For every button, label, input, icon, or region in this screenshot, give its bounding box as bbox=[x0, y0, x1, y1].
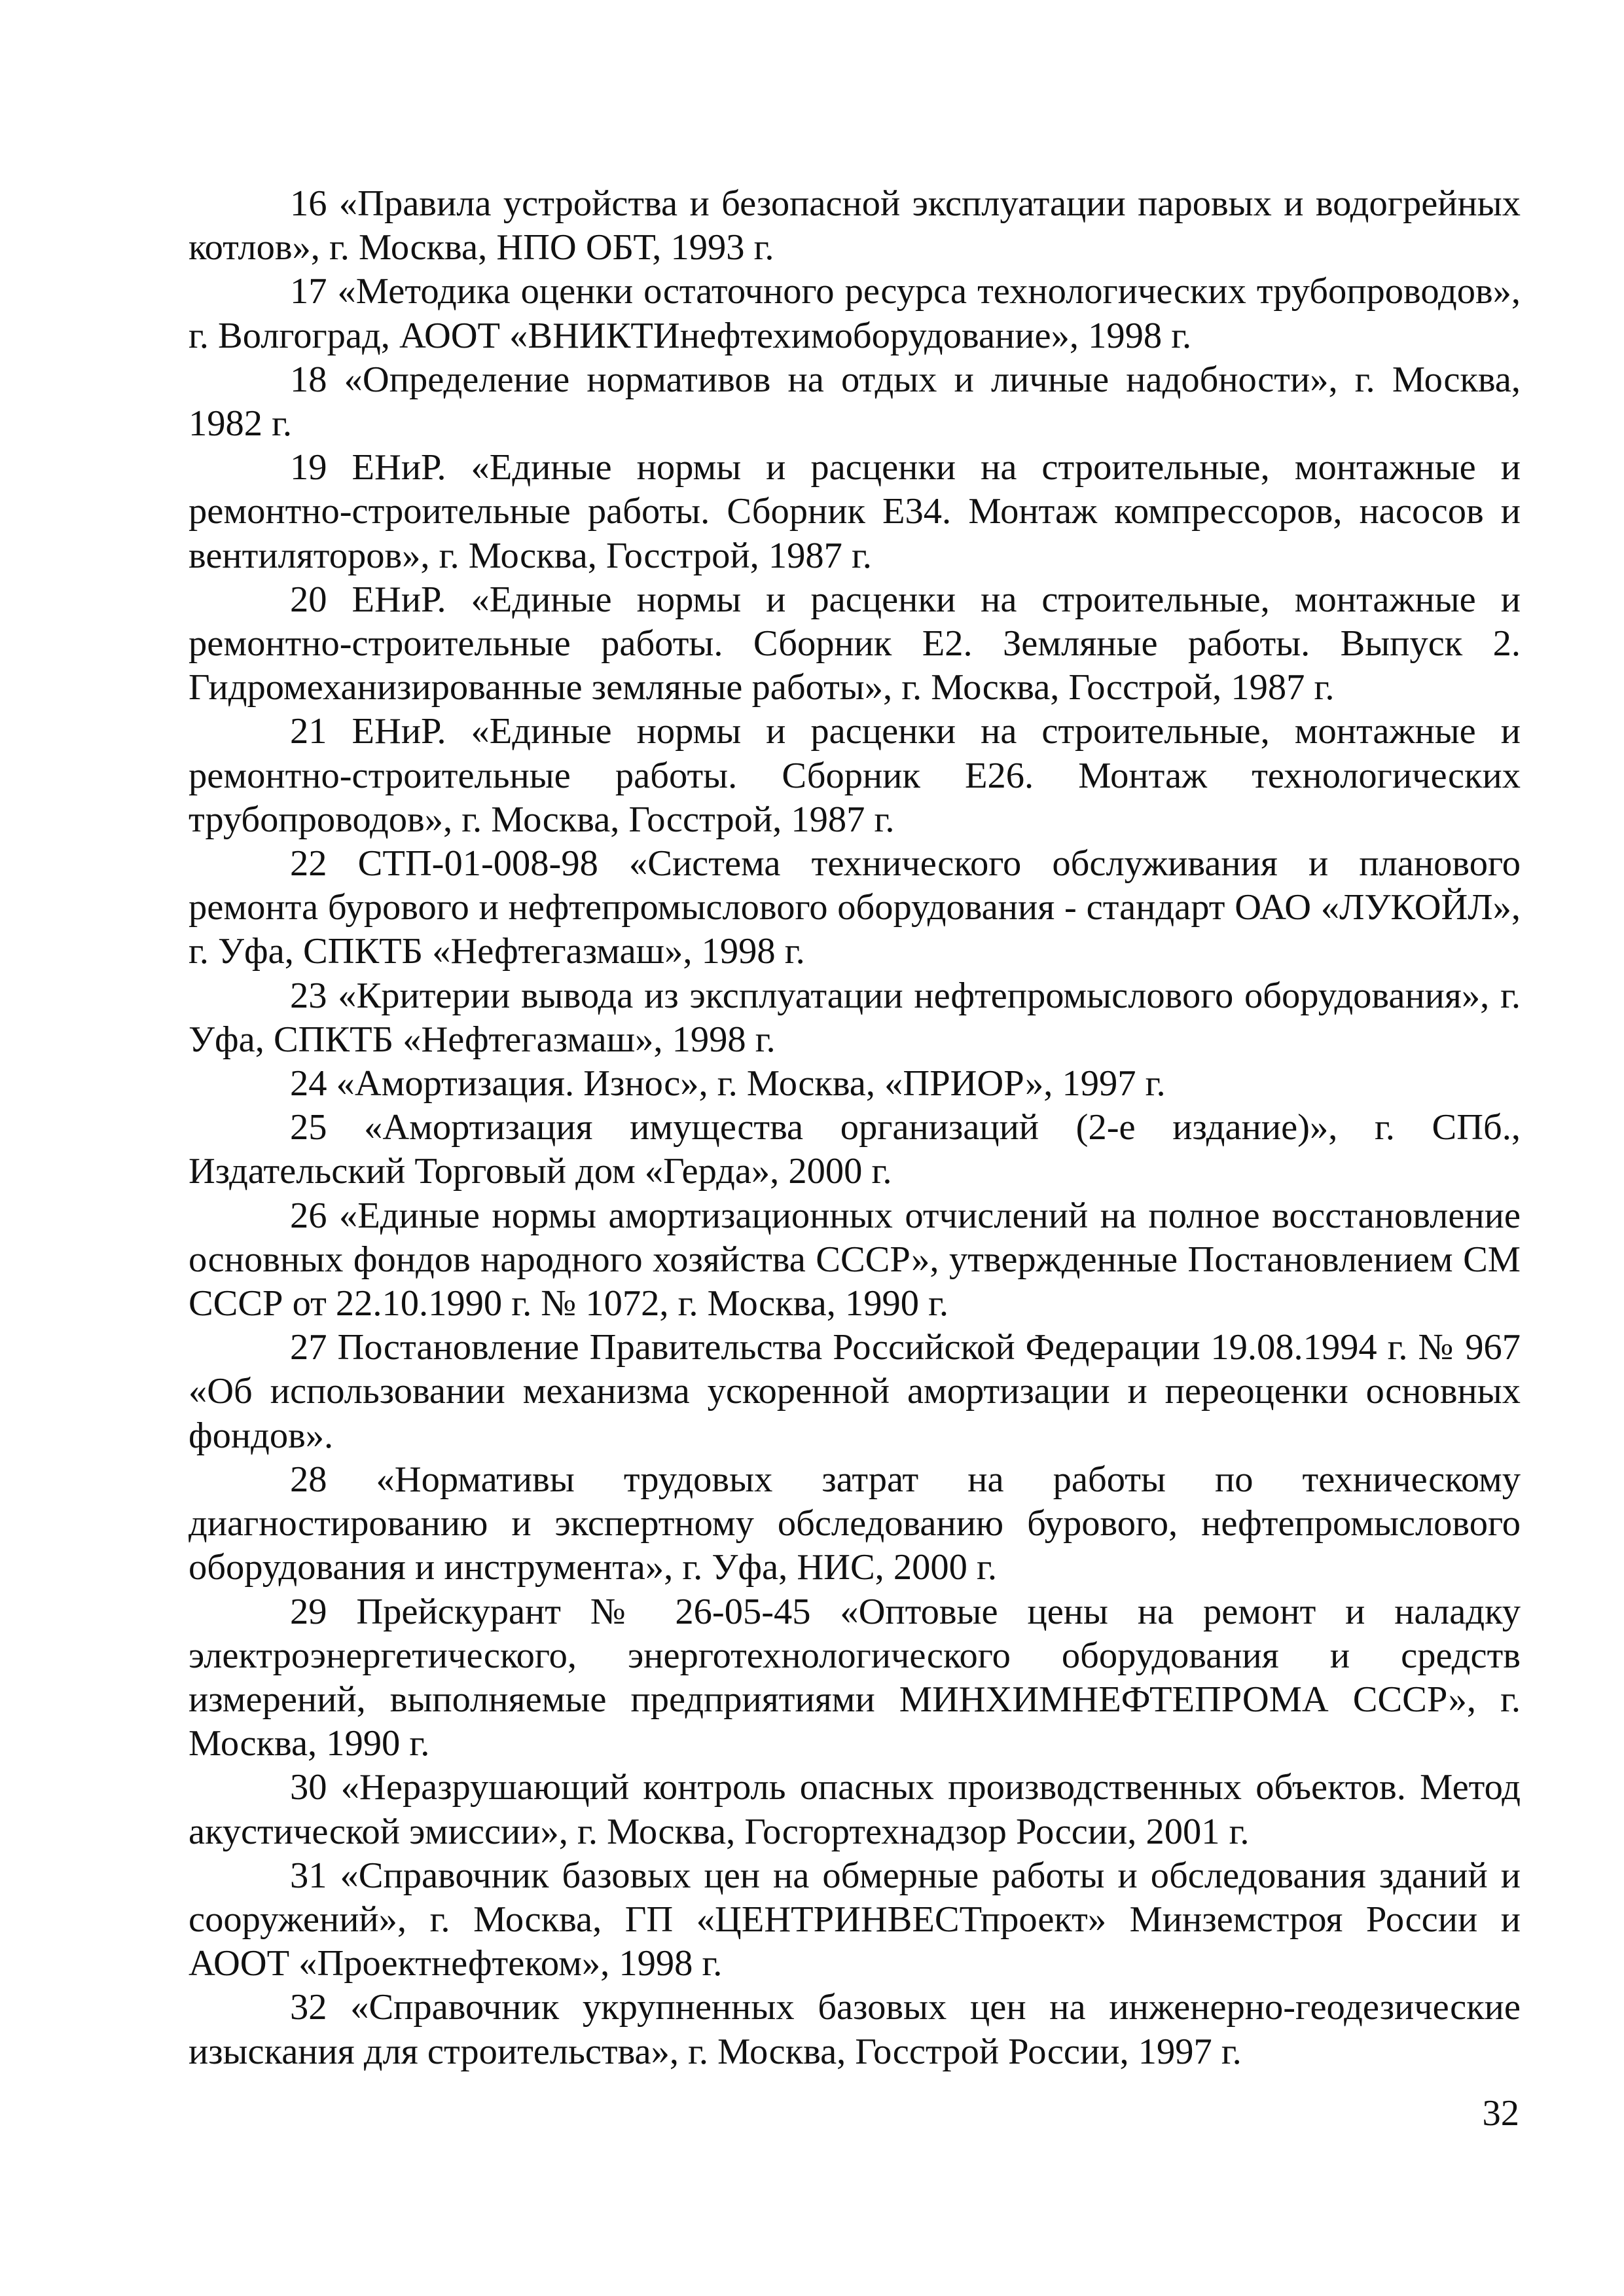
reference-item-31: 31 «Справочник базовых цен на обмерные работы и обследования зданий и сооружений», г. Москва, ГП «ЦЕНТРИНВЕСТпроект» Минземстроя России и АООТ «Проектнефтеком», 1998 г. bbox=[189, 1855, 1521, 1984]
page-number: 32 bbox=[1482, 2093, 1519, 2134]
reference-item-16: 16 «Правила устройства и безопасной эксплуатации паровых и водогрейных котлов», г. Москва, НПО ОБТ, 1993 г. bbox=[189, 183, 1521, 268]
reference-item-25: 25 «Амортизация имущества организаций (2-е издание)», г. СПб., Издательский Торговый дом «Герда», 2000 г. bbox=[189, 1107, 1521, 1192]
reference-list bbox=[189, 182, 1521, 2074]
reference-item-22: 22 СТП-01-008-98 «Система технического обслуживания и планового ремонта бурового и нефтепромыслового оборудования - стандарт ОАО «ЛУКОЙЛ», г. Уфа, СПКТБ «Нефтегазмаш», 1998 г. bbox=[189, 843, 1521, 972]
reference-item-24: 24 «Амортизация. Износ», г. Москва, «ПРИОР», 1997 г. bbox=[290, 1063, 1166, 1104]
reference-item-23: 23 «Критерии вывода из эксплуатации нефтепромыслового оборудования», г. Уфа, СПКТБ «Нефтегазмаш», 1998 г. bbox=[189, 975, 1521, 1060]
reference-item-20: 20 ЕНиР. «Единые нормы и расценки на строительные, монтажные и ремонтно-строительные работы. Сборник Е2. Земляные работы. Выпуск 2. Гидромеханизированные земляные работы», г. Москва, Госстрой, 1987 г. bbox=[189, 579, 1521, 708]
reference-item-28: 28 «Нормативы трудовых затрат на работы по техническому диагностированию и экспертному обследованию бурового, нефтепромыслового оборудования и инструмента», г. Уфа, НИС, 2000 г. bbox=[189, 1459, 1521, 1588]
reference-item-19: 19 ЕНиР. «Единые нормы и расценки на строительные, монтажные и ремонтно-строительные работы. Сборник Е34. Монтаж компрессоров, насосов и вентиляторов», г. Москва, Госстрой, 1987 г. bbox=[189, 447, 1521, 576]
reference-item-27: 27 Постановление Правительства Российской Федерации 19.08.1994 г. № 967 «Об использовании механизма ускоренной амортизации и переоценки основных фондов». bbox=[189, 1327, 1521, 1456]
reference-item-21: 21 ЕНиР. «Единые нормы и расценки на строительные, монтажные и ремонтно-строительные работы. Сборник Е26. Монтаж технологических трубопроводов», г. Москва, Госстрой, 1987 г. bbox=[189, 711, 1521, 840]
reference-item-32: 32 «Справочник укрупненных базовых цен на инженерно-геодезические изыскания для строительства», г. Москва, Госстрой России, 1997 г. bbox=[189, 1987, 1521, 2072]
reference-item-29: 29 Прейскурант № 26-05-45 «Оптовые цены на ремонт и наладку электроэнергетического, энерготехнологического оборудования и средств измерений, выполняемые предприятиями МИНХИМНЕФТЕПРОМА СССР», г. Москва, 1990 г. bbox=[189, 1591, 1521, 1764]
reference-item-30: 30 «Неразрушающий контроль опасных производственных объектов. Метод акустической эмиссии», г. Москва, Госгортехнадзор России, 2001 г. bbox=[189, 1767, 1521, 1852]
reference-item-17: 17 «Методика оценки остаточного ресурса технологических трубопроводов», г. Волгоград, АООТ «ВНИКТИнефтехимоборудование», 1998 г. bbox=[189, 271, 1521, 356]
reference-item-26: 26 «Единые нормы амортизационных отчислений на полное восстановление основных фондов народного хозяйства СССР», утвержденные Постановлением СМ СССР от 22.10.1990 г. № 1072, г. Москва, 1990 г. bbox=[189, 1195, 1521, 1324]
reference-item-18: 18 «Определение нормативов на отдых и личные надобности», г. Москва, 1982 г. bbox=[189, 359, 1521, 445]
